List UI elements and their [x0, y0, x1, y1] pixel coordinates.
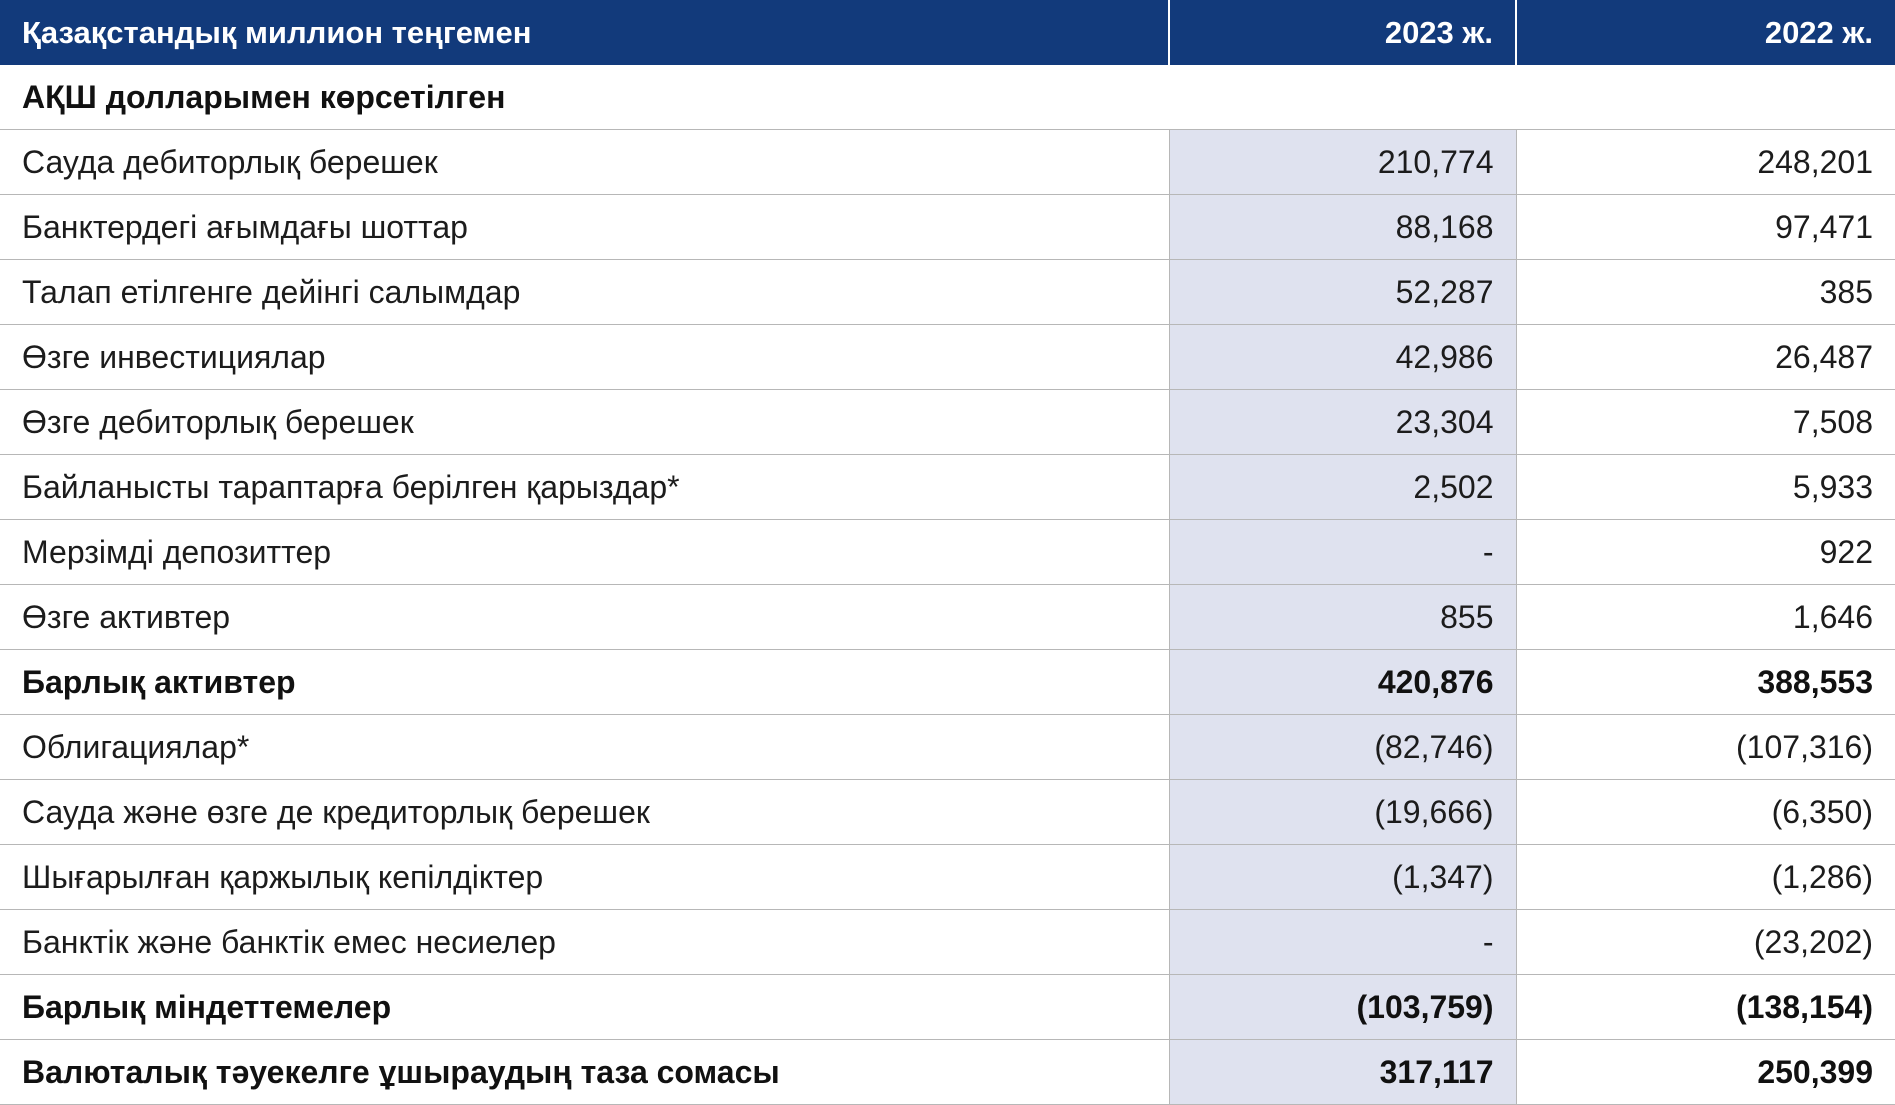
value-2023: - — [1169, 910, 1516, 975]
value-2022: 5,933 — [1516, 455, 1895, 520]
value-2022: 26,487 — [1516, 325, 1895, 390]
row-label: Банктердегі ағымдағы шоттар — [0, 195, 1169, 260]
row-label: Талап етілгенге дейінгі салымдар — [0, 260, 1169, 325]
value-2022: 250,399 — [1516, 1040, 1895, 1105]
table-row — [0, 130, 1895, 195]
value-2023: 23,304 — [1169, 390, 1516, 455]
value-2023: 52,287 — [1169, 260, 1516, 325]
table-row — [0, 325, 1895, 390]
row-label: Өзге активтер — [0, 585, 1169, 650]
row-label: Шығарылған қаржылық кепілдіктер — [0, 845, 1169, 910]
table-header — [0, 0, 1895, 65]
value-2022: (23,202) — [1516, 910, 1895, 975]
section-row — [0, 65, 1895, 130]
section-title: АҚШ долларымен көрсетілген — [0, 65, 1895, 130]
row-label: Байланысты тараптарға берілген қарыздар* — [0, 455, 1169, 520]
value-2023: (1,347) — [1169, 845, 1516, 910]
table-row — [0, 780, 1895, 845]
value-2022: (107,316) — [1516, 715, 1895, 780]
table-row — [0, 845, 1895, 910]
value-2022: 388,553 — [1516, 650, 1895, 715]
header-row — [0, 0, 1895, 65]
value-2022: 1,646 — [1516, 585, 1895, 650]
row-label: Облигациялар* — [0, 715, 1169, 780]
total-assets-row — [0, 650, 1895, 715]
table-row — [0, 455, 1895, 520]
value-2023: 855 — [1169, 585, 1516, 650]
row-label: Барлық міндеттемелер — [0, 975, 1169, 1040]
table-body — [0, 65, 1895, 1105]
value-2023: (19,666) — [1169, 780, 1516, 845]
value-2023: - — [1169, 520, 1516, 585]
value-2023: (82,746) — [1169, 715, 1516, 780]
row-label: Барлық активтер — [0, 650, 1169, 715]
value-2023: 210,774 — [1169, 130, 1516, 195]
table-row — [0, 195, 1895, 260]
value-2022: (138,154) — [1516, 975, 1895, 1040]
table-row — [0, 260, 1895, 325]
row-label: Мерзімді депозиттер — [0, 520, 1169, 585]
value-2023: 88,168 — [1169, 195, 1516, 260]
value-2022: 248,201 — [1516, 130, 1895, 195]
table-row — [0, 390, 1895, 455]
row-label: Валюталық тәуекелге ұшыраудың таза сомасы — [0, 1040, 1169, 1105]
header-year-2023: 2023 ж. — [1169, 0, 1516, 65]
value-2022: 97,471 — [1516, 195, 1895, 260]
header-label: Қазақстандық миллион теңгемен — [0, 0, 1169, 65]
row-label: Банктік және банктік емес несиелер — [0, 910, 1169, 975]
value-2023: (103,759) — [1169, 975, 1516, 1040]
total-liabilities-row — [0, 975, 1895, 1040]
value-2023: 2,502 — [1169, 455, 1516, 520]
header-year-2022: 2022 ж. — [1516, 0, 1895, 65]
value-2023: 42,986 — [1169, 325, 1516, 390]
net-exposure-row — [0, 1040, 1895, 1105]
table-row — [0, 520, 1895, 585]
table-row — [0, 585, 1895, 650]
value-2023: 420,876 — [1169, 650, 1516, 715]
value-2022: (6,350) — [1516, 780, 1895, 845]
value-2022: 385 — [1516, 260, 1895, 325]
table-row — [0, 910, 1895, 975]
value-2022: 7,508 — [1516, 390, 1895, 455]
table-row — [0, 715, 1895, 780]
row-label: Өзге инвестициялар — [0, 325, 1169, 390]
value-2022: (1,286) — [1516, 845, 1895, 910]
value-2023: 317,117 — [1169, 1040, 1516, 1105]
value-2022: 922 — [1516, 520, 1895, 585]
row-label: Өзге дебиторлық берешек — [0, 390, 1169, 455]
row-label: Сауда дебиторлық берешек — [0, 130, 1169, 195]
row-label: Сауда және өзге де кредиторлық берешек — [0, 780, 1169, 845]
